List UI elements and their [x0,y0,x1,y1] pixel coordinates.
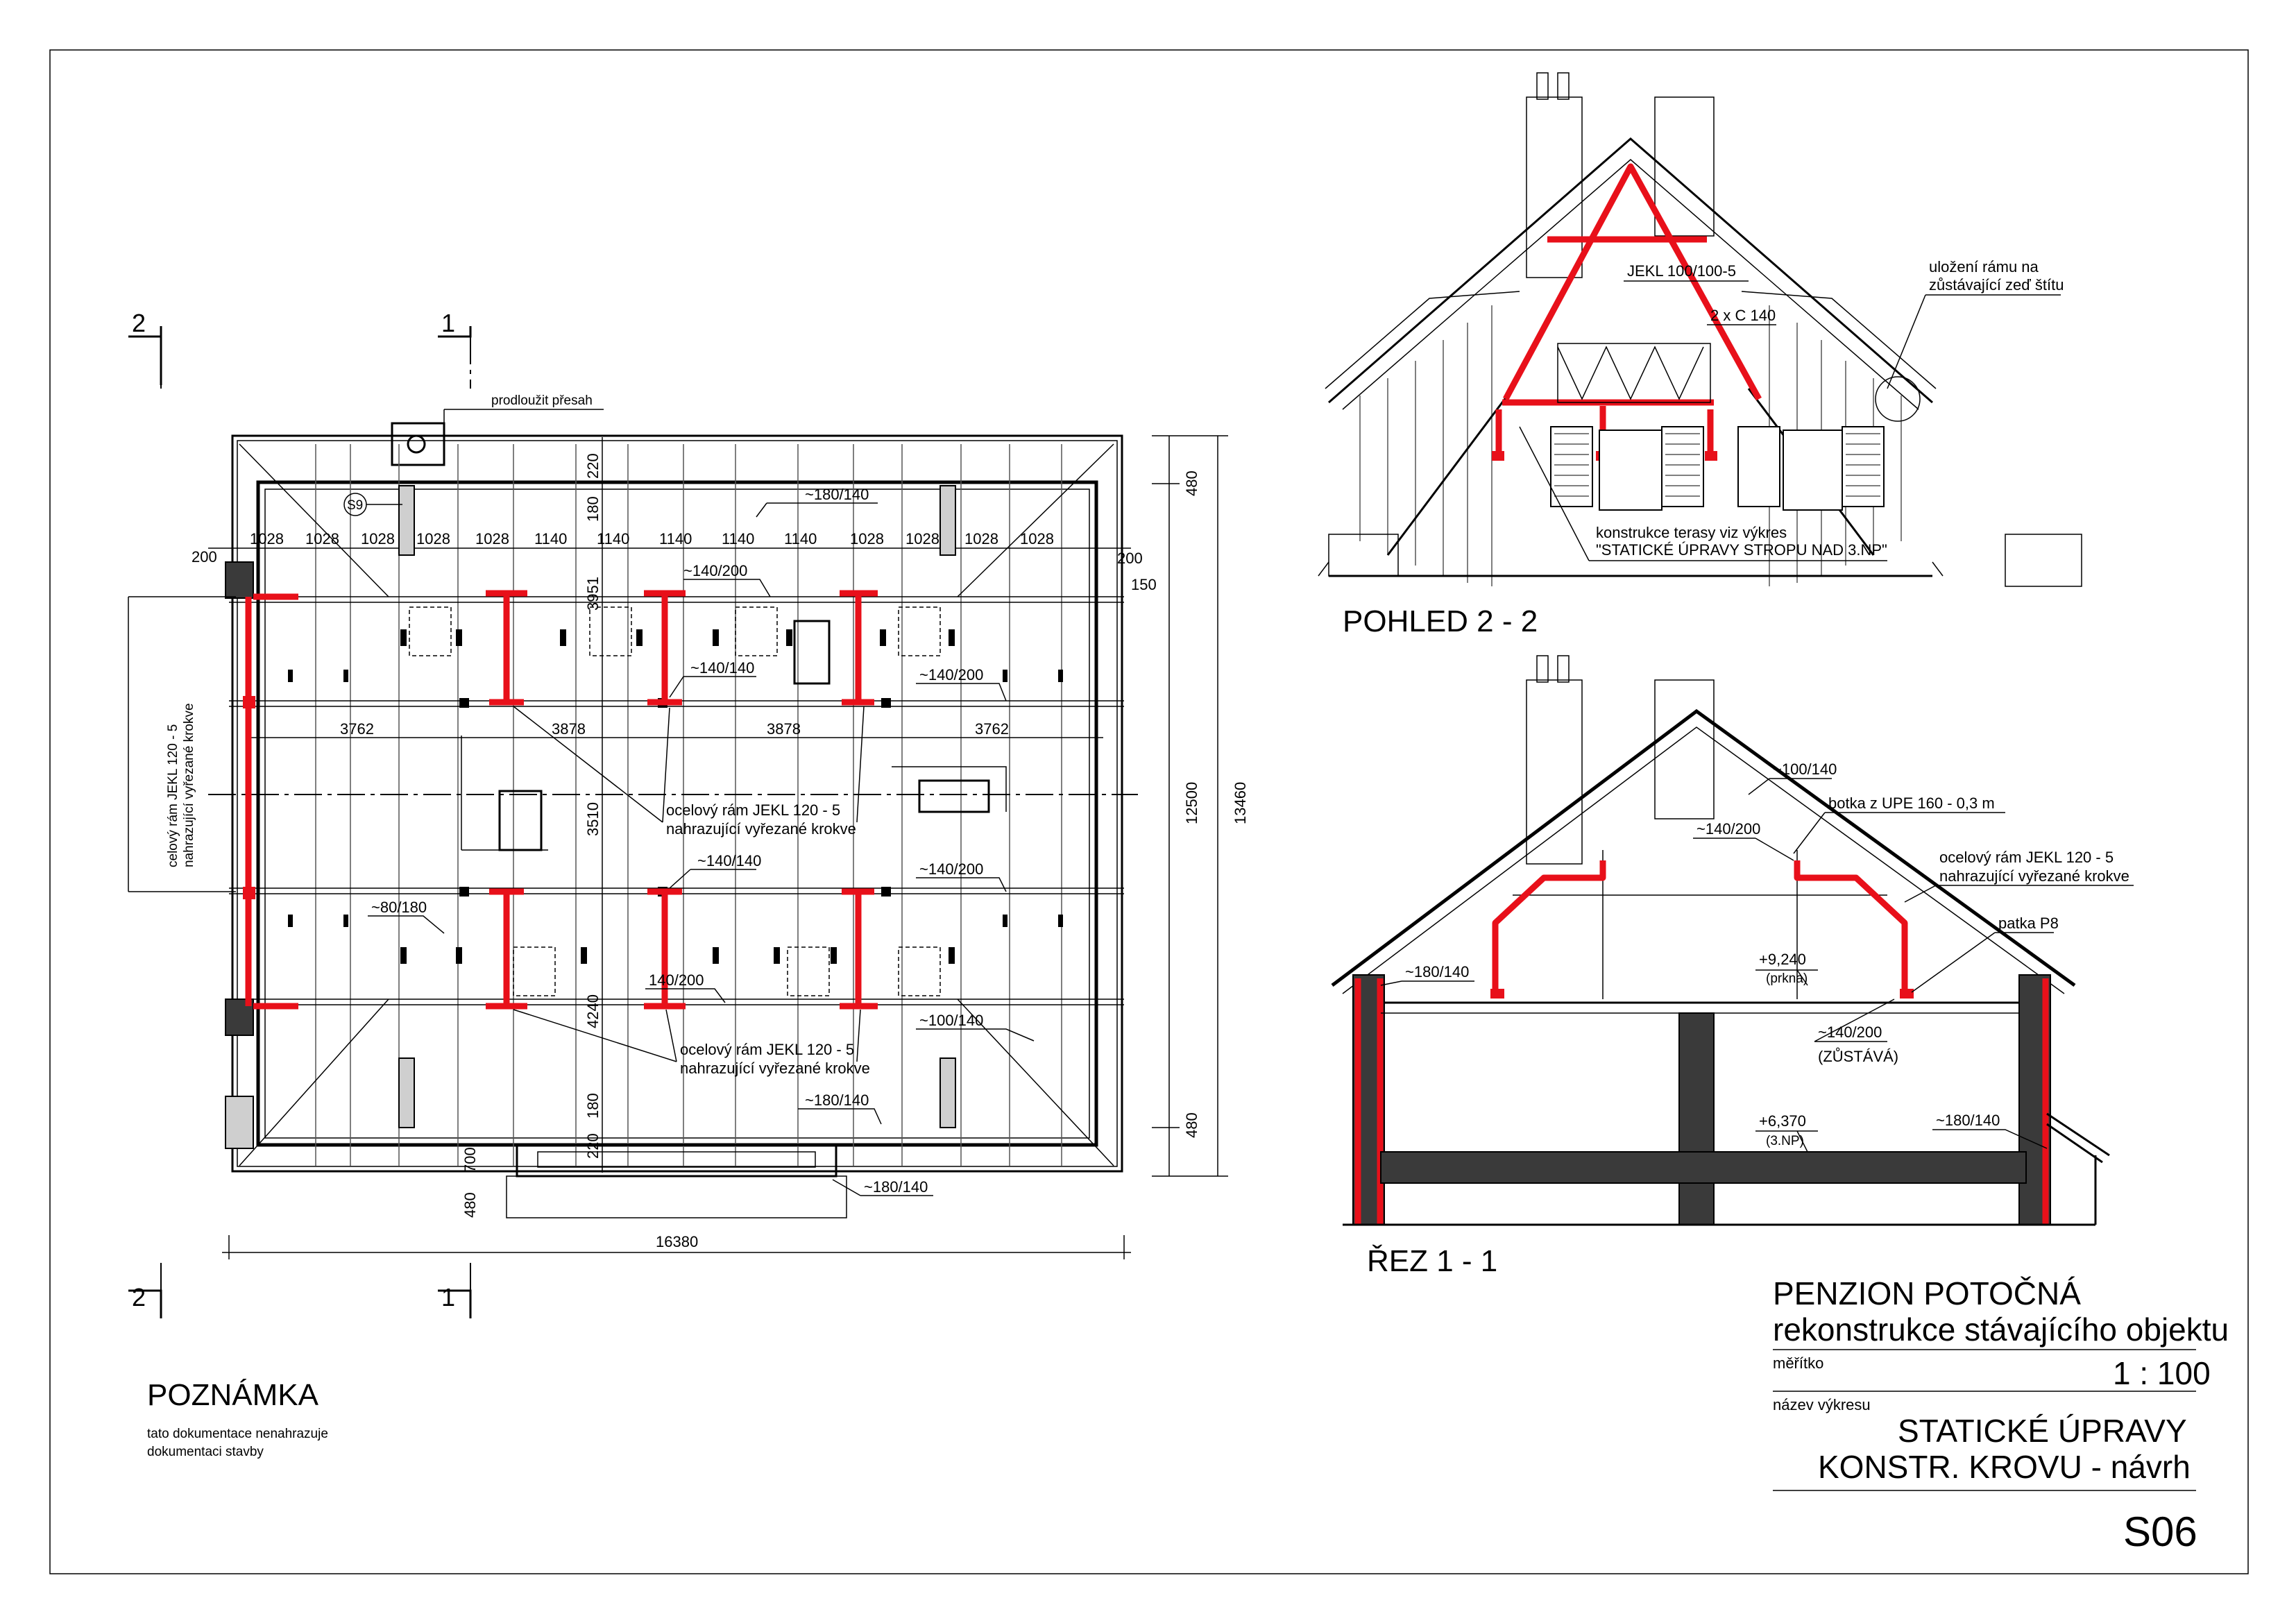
chimney-flue-icon [408,436,425,452]
svg-text:3510: 3510 [584,802,602,836]
svg-text:1028: 1028 [964,530,998,547]
svg-text:1140: 1140 [597,530,630,547]
plan-labels [368,486,1034,1196]
svg-text:celový rám JEKL 120 - 5: celový rám JEKL 120 - 5 [166,724,180,867]
svg-text:~140/200: ~140/200 [919,860,984,878]
svg-text:tato dokumentace nenahrazuje: tato dokumentace nenahrazuje [147,1427,328,1441]
svg-text:180: 180 [584,1093,602,1119]
svg-text:1028: 1028 [416,530,450,547]
svg-text:ocelový rám JEKL 120 - 5: ocelový rám JEKL 120 - 5 [680,1041,855,1058]
section-marker-2-top [128,309,161,389]
svg-text:220: 220 [584,1133,602,1159]
svg-text:~180/140: ~180/140 [805,1091,869,1109]
dimension-chain-vertical [584,437,602,1173]
svg-text:200: 200 [1117,550,1143,567]
svg-text:zůstávající zeď štítu: zůstávající zeď štítu [1929,276,2064,294]
svg-text:1028: 1028 [250,530,284,547]
svg-text:uložení rámu na: uložení rámu na [1929,258,2039,275]
svg-text:16380: 16380 [656,1233,699,1250]
svg-text:12500: 12500 [1183,781,1200,824]
svg-text:1028: 1028 [361,530,395,547]
svg-text:+9,240: +9,240 [1759,951,1806,968]
section-steel-frame-left [1495,860,1603,992]
svg-text:2 x C 140: 2 x C 140 [1710,307,1776,324]
svg-text:480: 480 [461,1192,479,1218]
dimension-chain-middle [250,720,1103,738]
section-title: ŘEZ 1 - 1 [1367,1244,1498,1278]
svg-text:220: 220 [584,453,602,479]
svg-text:~100/140: ~100/140 [919,1012,984,1029]
chimney-tag [344,493,402,516]
svg-text:ocelový rám JEKL 120 - 5: ocelový rám JEKL 120 - 5 [1939,849,2114,866]
steel-frame-top-2 [644,593,686,702]
svg-text:~80/180: ~80/180 [371,899,427,916]
dormer-top [794,621,829,683]
svg-text:200: 200 [192,548,217,566]
svg-text:název výkresu: název výkresu [1773,1396,1871,1413]
svg-text:botka z UPE 160 - 0,3 m: botka z UPE 160 - 0,3 m [1828,794,1995,812]
svg-text:dokumentaci stavby: dokumentaci stavby [147,1445,264,1459]
svg-text:1028: 1028 [1020,530,1054,547]
svg-text:konstrukce terasy viz výkres: konstrukce terasy viz výkres [1596,524,1787,541]
svg-text:3951: 3951 [584,577,602,611]
svg-text:JEKL 100/100-5: JEKL 100/100-5 [1627,262,1736,280]
terrace-railing [1558,343,1710,402]
steel-frame-bottom-1 [486,892,527,1006]
svg-text:1140: 1140 [534,530,568,547]
svg-text:~140/140: ~140/140 [690,659,755,677]
svg-text:1028: 1028 [305,530,339,547]
section-marker-2-bottom [128,1263,161,1318]
svg-text:nahrazující vyřezané krokve: nahrazující vyřezané krokve [666,820,856,838]
svg-text:~180/140: ~180/140 [805,486,869,503]
svg-text:1140: 1140 [784,530,817,547]
svg-text:4240: 4240 [584,994,602,1028]
steel-frame-top-1 [486,593,527,702]
dimension-chain-right [1131,436,1249,1176]
svg-text:700: 700 [461,1147,479,1173]
svg-text:140/200: 140/200 [649,971,704,989]
chimney-outline [392,423,444,465]
svg-text:"STATICKÉ ÚPRAVY STROPU NAD 3.: "STATICKÉ ÚPRAVY STROPU NAD 3.NP" [1596,541,1887,559]
dimension-chain-top [192,530,1143,567]
center-column [1679,1013,1714,1225]
svg-text:patka P8: patka P8 [1998,915,2059,932]
svg-text:~100/140: ~100/140 [1773,760,1837,778]
svg-text:~140/200: ~140/200 [919,666,984,683]
svg-text:1028: 1028 [905,530,939,547]
drawing-scale: 1 : 100 [2113,1355,2211,1391]
project-subtitle: rekonstrukce stávajícího objektu [1773,1311,2229,1348]
svg-text:3762: 3762 [340,720,374,738]
section-steel-frame-right [1797,860,1905,992]
svg-text:+6,370: +6,370 [1759,1112,1806,1130]
svg-text:1: 1 [441,1283,456,1311]
frame-support-detail-mark [1876,377,1920,421]
drawing-title-1: STATICKÉ ÚPRAVY [1898,1413,2187,1449]
svg-text:~180/140: ~180/140 [864,1178,928,1196]
svg-text:~180/140: ~180/140 [1405,963,1470,980]
svg-text:1140: 1140 [722,530,755,547]
svg-text:2: 2 [132,309,146,337]
svg-text:nahrazující vyřezané krokve: nahrazující vyřezané krokve [680,1060,870,1077]
svg-text:POZNÁMKA: POZNÁMKA [147,1378,318,1412]
svg-text:480: 480 [1183,470,1200,496]
svg-text:~180/140: ~180/140 [1936,1112,2000,1129]
svg-text:~140/200: ~140/200 [1818,1023,1882,1041]
section-marker-1-top [438,309,470,389]
svg-text:~140/140: ~140/140 [697,852,762,869]
svg-text:13460: 13460 [1232,781,1249,824]
dormer-left [500,791,541,850]
dimension-total-bottom [222,1147,1131,1259]
svg-text:~140/200: ~140/200 [1697,820,1761,838]
sheet-number: S06 [2123,1509,2197,1555]
svg-text:nahrazující vyřezané krokve: nahrazující vyřezané krokve [1939,867,2129,885]
title-block [1773,1275,2229,1555]
extend-overhang-note: prodloužit přesah [491,393,593,408]
svg-text:(ZŮSTÁVÁ): (ZŮSTÁVÁ) [1818,1048,1899,1065]
svg-text:1: 1 [441,309,456,337]
svg-text:3878: 3878 [767,720,801,738]
steel-frames-plan [243,593,878,1006]
svg-text:1028: 1028 [850,530,884,547]
view-title: POHLED 2 - 2 [1343,604,1538,638]
steel-frame-bottom-3 [840,892,878,1006]
svg-text:180: 180 [584,496,602,522]
roof-plan [128,309,1249,1318]
frame-label-b [513,1010,870,1077]
svg-text:(prkna): (prkna) [1766,971,1808,986]
svg-text:nahrazující vyřezané krokve: nahrazující vyřezané krokve [182,703,196,867]
svg-text:480: 480 [1183,1112,1200,1138]
svg-text:3762: 3762 [975,720,1009,738]
svg-text:3878: 3878 [552,720,586,738]
dormer-right [919,781,989,812]
section-marker-1-bottom [438,1263,470,1318]
side-frame-label [128,597,236,892]
svg-text:měřítko: měřítko [1773,1354,1824,1372]
svg-text:(3.NP): (3.NP) [1766,1134,1804,1148]
gable-wall-top-left [226,562,253,598]
steel-frame-top-3 [840,593,878,702]
note-block [147,1378,328,1459]
svg-text:1028: 1028 [475,530,509,547]
svg-text:S9: S9 [347,498,364,513]
gable-windows [1551,427,1884,510]
floor-slab [1381,1152,2026,1183]
section-1-1 [1332,656,2134,1278]
svg-text:~140/200: ~140/200 [683,562,748,579]
gable-steel-frame-view [1506,167,1759,399]
drawing-title-2: KONSTR. KROVU - návrh [1818,1449,2191,1485]
svg-text:150: 150 [1131,576,1157,593]
svg-text:2: 2 [132,1283,146,1311]
view-2-2 [1318,73,2082,638]
svg-text:ocelový rám JEKL 120 - 5: ocelový rám JEKL 120 - 5 [666,801,841,819]
svg-text:1140: 1140 [659,530,692,547]
project-name: PENZION POTOČNÁ [1773,1275,2081,1311]
